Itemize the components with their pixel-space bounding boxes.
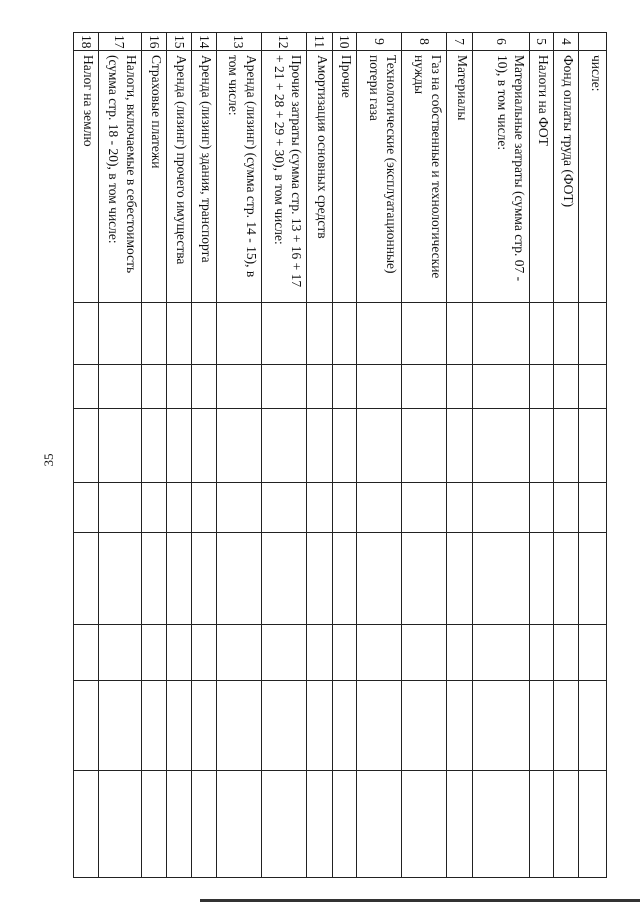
empty-cell bbox=[447, 533, 473, 625]
empty-cell bbox=[579, 681, 607, 771]
empty-cell bbox=[167, 409, 192, 483]
empty-cell bbox=[167, 533, 192, 625]
table-row bbox=[579, 33, 607, 878]
empty-cell bbox=[306, 625, 332, 681]
empty-cell bbox=[98, 771, 141, 878]
row-label: Прочие bbox=[332, 51, 357, 303]
empty-cell bbox=[402, 533, 447, 625]
empty-cell bbox=[554, 625, 579, 681]
row-number: 10 bbox=[332, 33, 357, 51]
empty-cell bbox=[332, 771, 357, 878]
row-label: Налог на землю bbox=[74, 51, 99, 303]
rotated-table-container bbox=[73, 32, 607, 877]
row-label: Прочие затраты (сумма стр. 13 + 16 + 17 + 21 + 28 + 29 + 30), в том числе: bbox=[261, 51, 306, 303]
table-body bbox=[74, 33, 607, 878]
empty-cell bbox=[216, 771, 261, 878]
empty-cell bbox=[216, 409, 261, 483]
empty-cell bbox=[472, 365, 529, 409]
row-label: Налоги, включаемые в себестоимость (сумма стр. 18 - 20), в том числе: bbox=[98, 51, 141, 303]
empty-cell bbox=[402, 771, 447, 878]
table-row bbox=[141, 33, 167, 878]
empty-cell bbox=[167, 625, 192, 681]
empty-cell bbox=[357, 483, 402, 533]
table-row bbox=[529, 33, 554, 878]
empty-cell bbox=[579, 409, 607, 483]
empty-cell bbox=[306, 681, 332, 771]
table-row bbox=[167, 33, 192, 878]
empty-cell bbox=[529, 303, 554, 365]
empty-cell bbox=[357, 533, 402, 625]
empty-cell bbox=[74, 409, 99, 483]
empty-cell bbox=[357, 625, 402, 681]
table-row bbox=[332, 33, 357, 878]
empty-cell bbox=[402, 409, 447, 483]
empty-cell bbox=[98, 409, 141, 483]
empty-cell bbox=[447, 409, 473, 483]
empty-cell bbox=[306, 365, 332, 409]
empty-cell bbox=[332, 365, 357, 409]
empty-cell bbox=[529, 365, 554, 409]
empty-cell bbox=[141, 625, 167, 681]
empty-cell bbox=[447, 771, 473, 878]
empty-cell bbox=[554, 533, 579, 625]
empty-cell bbox=[306, 533, 332, 625]
empty-cell bbox=[529, 409, 554, 483]
row-number: 4 bbox=[554, 33, 579, 51]
empty-cell bbox=[141, 483, 167, 533]
empty-cell bbox=[74, 625, 99, 681]
row-number: 6 bbox=[472, 33, 529, 51]
row-number: 8 bbox=[402, 33, 447, 51]
empty-cell bbox=[402, 365, 447, 409]
table-row bbox=[306, 33, 332, 878]
row-number: 9 bbox=[357, 33, 402, 51]
empty-cell bbox=[579, 625, 607, 681]
table-row bbox=[261, 33, 306, 878]
empty-cell bbox=[261, 365, 306, 409]
empty-cell bbox=[447, 365, 473, 409]
empty-cell bbox=[74, 771, 99, 878]
empty-cell bbox=[554, 365, 579, 409]
empty-cell bbox=[192, 681, 217, 771]
empty-cell bbox=[472, 303, 529, 365]
row-number: 11 bbox=[306, 33, 332, 51]
row-number: 15 bbox=[167, 33, 192, 51]
empty-cell bbox=[74, 681, 99, 771]
empty-cell bbox=[357, 771, 402, 878]
empty-cell bbox=[98, 303, 141, 365]
table-row bbox=[447, 33, 473, 878]
empty-cell bbox=[332, 625, 357, 681]
table-row bbox=[357, 33, 402, 878]
empty-cell bbox=[357, 681, 402, 771]
empty-cell bbox=[402, 483, 447, 533]
empty-cell bbox=[167, 681, 192, 771]
empty-cell bbox=[447, 483, 473, 533]
empty-cell bbox=[306, 303, 332, 365]
row-label: Аренда (лизинг) (сумма стр. 14 - 15), в том числе: bbox=[216, 51, 261, 303]
empty-cell bbox=[216, 533, 261, 625]
row-label: Страховые платежи bbox=[141, 51, 167, 303]
empty-cell bbox=[141, 303, 167, 365]
table-row bbox=[554, 33, 579, 878]
empty-cell bbox=[261, 625, 306, 681]
row-label: Материальные затраты (сумма стр. 07 - 10), в том числе: bbox=[472, 51, 529, 303]
empty-cell bbox=[74, 533, 99, 625]
empty-cell bbox=[167, 303, 192, 365]
empty-cell bbox=[554, 409, 579, 483]
empty-cell bbox=[402, 303, 447, 365]
empty-cell bbox=[192, 365, 217, 409]
empty-cell bbox=[447, 681, 473, 771]
empty-cell bbox=[216, 483, 261, 533]
row-label: Аренда (лизинг) прочего имущества bbox=[167, 51, 192, 303]
empty-cell bbox=[98, 365, 141, 409]
row-number bbox=[579, 33, 607, 51]
empty-cell bbox=[98, 533, 141, 625]
empty-cell bbox=[141, 771, 167, 878]
empty-cell bbox=[74, 303, 99, 365]
row-number: 5 bbox=[529, 33, 554, 51]
empty-cell bbox=[141, 533, 167, 625]
row-number: 12 bbox=[261, 33, 306, 51]
row-label: Материалы bbox=[447, 51, 473, 303]
empty-cell bbox=[167, 365, 192, 409]
empty-cell bbox=[141, 365, 167, 409]
empty-cell bbox=[579, 771, 607, 878]
table-row bbox=[216, 33, 261, 878]
empty-cell bbox=[554, 303, 579, 365]
empty-cell bbox=[579, 483, 607, 533]
empty-cell bbox=[447, 625, 473, 681]
empty-cell bbox=[332, 681, 357, 771]
table-row bbox=[472, 33, 529, 878]
empty-cell bbox=[402, 681, 447, 771]
empty-cell bbox=[357, 303, 402, 365]
row-label: числе: bbox=[579, 51, 607, 303]
row-number: 13 bbox=[216, 33, 261, 51]
empty-cell bbox=[141, 681, 167, 771]
empty-cell bbox=[192, 409, 217, 483]
row-number: 18 bbox=[74, 33, 99, 51]
empty-cell bbox=[332, 533, 357, 625]
empty-cell bbox=[216, 365, 261, 409]
empty-cell bbox=[74, 365, 99, 409]
row-number: 17 bbox=[98, 33, 141, 51]
empty-cell bbox=[332, 483, 357, 533]
table-row bbox=[74, 33, 99, 878]
empty-cell bbox=[261, 483, 306, 533]
empty-cell bbox=[472, 409, 529, 483]
table-row bbox=[192, 33, 217, 878]
row-number: 14 bbox=[192, 33, 217, 51]
empty-cell bbox=[332, 303, 357, 365]
empty-cell bbox=[554, 771, 579, 878]
empty-cell bbox=[98, 681, 141, 771]
empty-cell bbox=[447, 303, 473, 365]
empty-cell bbox=[579, 303, 607, 365]
row-label: Амортизация основных средств bbox=[306, 51, 332, 303]
scan-edge-line bbox=[200, 899, 640, 902]
empty-cell bbox=[192, 483, 217, 533]
empty-cell bbox=[472, 483, 529, 533]
empty-cell bbox=[167, 771, 192, 878]
empty-cell bbox=[529, 533, 554, 625]
empty-cell bbox=[529, 625, 554, 681]
empty-cell bbox=[554, 483, 579, 533]
empty-cell bbox=[529, 771, 554, 878]
empty-cell bbox=[261, 681, 306, 771]
empty-cell bbox=[192, 303, 217, 365]
row-number: 16 bbox=[141, 33, 167, 51]
empty-cell bbox=[332, 409, 357, 483]
empty-cell bbox=[579, 365, 607, 409]
empty-cell bbox=[261, 409, 306, 483]
empty-cell bbox=[261, 533, 306, 625]
empty-cell bbox=[98, 483, 141, 533]
empty-cell bbox=[357, 409, 402, 483]
row-label: Налоги на ФОТ bbox=[529, 51, 554, 303]
page-number: 35 bbox=[41, 453, 56, 467]
empty-cell bbox=[261, 303, 306, 365]
empty-cell bbox=[554, 681, 579, 771]
empty-cell bbox=[192, 771, 217, 878]
empty-cell bbox=[529, 483, 554, 533]
cost-table bbox=[73, 32, 607, 878]
empty-cell bbox=[402, 625, 447, 681]
empty-cell bbox=[306, 409, 332, 483]
row-label: Газ на собственные и технологические нужды bbox=[402, 51, 447, 303]
row-label: Технологические (эксплуатационные) потери газа bbox=[357, 51, 402, 303]
table-row bbox=[402, 33, 447, 878]
empty-cell bbox=[472, 625, 529, 681]
empty-cell bbox=[216, 625, 261, 681]
table-row bbox=[98, 33, 141, 878]
empty-cell bbox=[141, 409, 167, 483]
row-label: Фонд оплаты труда (ФОТ) bbox=[554, 51, 579, 303]
empty-cell bbox=[261, 771, 306, 878]
empty-cell bbox=[98, 625, 141, 681]
empty-cell bbox=[306, 771, 332, 878]
empty-cell bbox=[306, 483, 332, 533]
empty-cell bbox=[579, 533, 607, 625]
empty-cell bbox=[216, 303, 261, 365]
row-label: Аренда (лизинг) здания, транспорта bbox=[192, 51, 217, 303]
empty-cell bbox=[167, 483, 192, 533]
empty-cell bbox=[472, 681, 529, 771]
empty-cell bbox=[529, 681, 554, 771]
empty-cell bbox=[357, 365, 402, 409]
empty-cell bbox=[216, 681, 261, 771]
empty-cell bbox=[472, 533, 529, 625]
empty-cell bbox=[192, 533, 217, 625]
empty-cell bbox=[472, 771, 529, 878]
empty-cell bbox=[192, 625, 217, 681]
row-number: 7 bbox=[447, 33, 473, 51]
empty-cell bbox=[74, 483, 99, 533]
